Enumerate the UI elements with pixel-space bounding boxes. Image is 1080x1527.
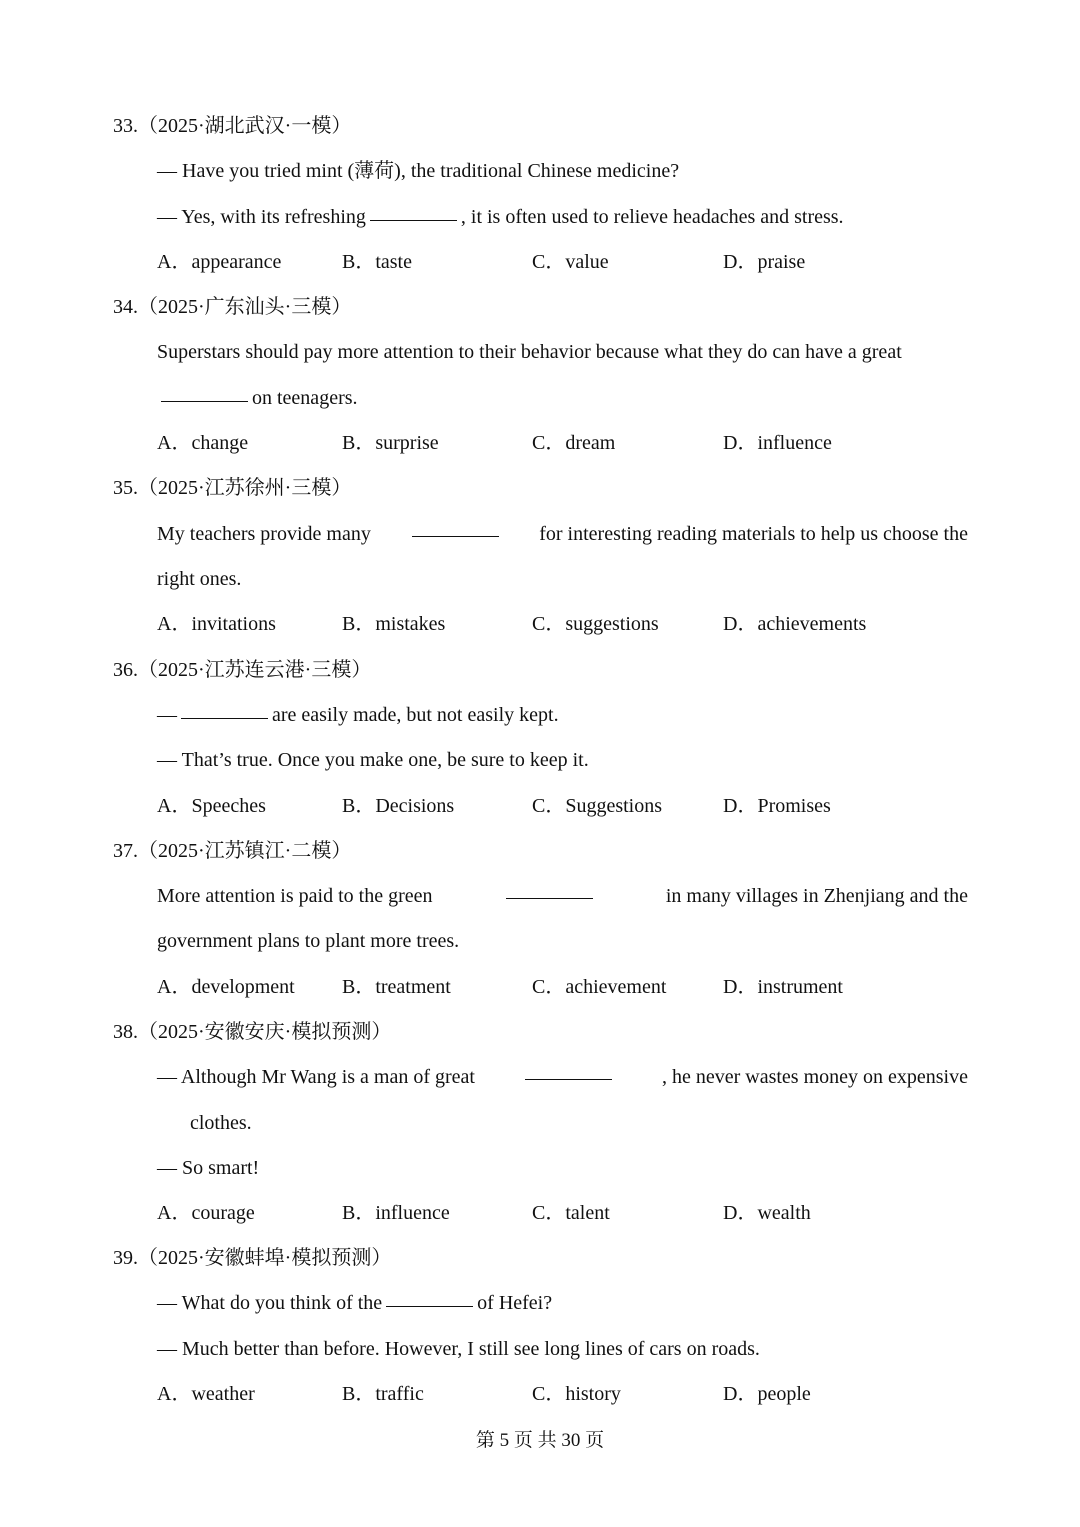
answer-option: B．influence bbox=[342, 1202, 450, 1224]
answer-option: C．achievement bbox=[532, 976, 667, 998]
question-text: — Much better than before. However, I still see long lines of cars on roads. bbox=[157, 1338, 760, 1360]
question-text: , he never wastes money on expensive bbox=[661, 1066, 968, 1088]
question-text: — Yes, with its refreshing bbox=[157, 206, 366, 228]
question-header: 39.（2025·安徽蚌埠·模拟预测） bbox=[113, 1247, 392, 1269]
answer-blank bbox=[506, 884, 593, 899]
question-text: in many villages in Zhenjiang and the bbox=[665, 885, 968, 907]
question-text: — bbox=[157, 704, 177, 726]
question-line bbox=[157, 1067, 968, 1087]
question-line bbox=[157, 705, 968, 725]
question-header: 38.（2025·安徽安庆·模拟预测） bbox=[113, 1021, 392, 1043]
answer-option: A．weather bbox=[157, 1383, 255, 1405]
answer-blank bbox=[161, 387, 248, 402]
answer-option: D．achievements bbox=[723, 613, 867, 635]
answer-option: A．invitations bbox=[157, 613, 276, 635]
answer-option: C．suggestions bbox=[532, 613, 659, 635]
question-text: — What do you think of the bbox=[157, 1292, 383, 1314]
question-text: — Have you tried mint (薄荷), the traditional Chinese medicine? bbox=[157, 160, 680, 182]
question-text: right ones. bbox=[157, 568, 242, 590]
question-line bbox=[157, 342, 968, 362]
question-text: of Hefei? bbox=[477, 1292, 553, 1314]
question-text: — That’s true. Once you make one, be sure to keep it. bbox=[157, 749, 589, 771]
question-text: — Although Mr Wang is a man of great bbox=[157, 1066, 475, 1088]
answer-option: C．Suggestions bbox=[532, 795, 663, 817]
answer-option: D．praise bbox=[723, 251, 806, 273]
answer-option: A．change bbox=[157, 432, 249, 454]
page-footer: 第 5 页 共 30 页 bbox=[475, 1430, 605, 1451]
question-line bbox=[157, 207, 968, 227]
answer-option: D．wealth bbox=[723, 1202, 811, 1224]
question-line bbox=[157, 524, 968, 544]
question-line bbox=[157, 388, 968, 408]
question-text: Superstars should pay more attention to their behavior because what they do can have a great bbox=[157, 341, 902, 363]
answer-blank bbox=[386, 1292, 473, 1307]
question-line bbox=[157, 161, 968, 181]
question-text: More attention is paid to the green bbox=[157, 885, 433, 907]
question-line bbox=[157, 750, 968, 770]
question-text: , it is often used to relieve headaches and stress. bbox=[460, 206, 844, 228]
question-header: 33.（2025·湖北武汉·一模） bbox=[113, 115, 352, 137]
question-text: government plans to plant more trees. bbox=[157, 930, 460, 952]
answer-blank bbox=[525, 1065, 612, 1080]
question-text: — So smart! bbox=[157, 1157, 260, 1179]
answer-option: B．mistakes bbox=[342, 613, 446, 635]
answer-option: D．influence bbox=[723, 432, 832, 454]
question-line bbox=[157, 1293, 968, 1313]
question-line bbox=[157, 931, 968, 951]
answer-option: C．dream bbox=[532, 432, 616, 454]
question-header: 35.（2025·江苏徐州·三模） bbox=[113, 477, 352, 499]
answer-option: C．history bbox=[532, 1383, 621, 1405]
question-text: for interesting reading materials to help us choose the bbox=[539, 523, 968, 545]
answer-option: A．appearance bbox=[157, 251, 282, 273]
answer-option: B．traffic bbox=[342, 1383, 424, 1405]
question-line bbox=[190, 1113, 968, 1133]
answer-option: C．value bbox=[532, 251, 609, 273]
answer-option: A．development bbox=[157, 976, 295, 998]
question-line bbox=[157, 1339, 968, 1359]
question-line bbox=[157, 1158, 968, 1178]
answer-blank bbox=[181, 704, 268, 719]
answer-blank bbox=[412, 522, 499, 537]
question-text: My teachers provide many bbox=[157, 523, 371, 545]
answer-option: B．Decisions bbox=[342, 795, 455, 817]
question-header: 34.（2025·广东汕头·三模） bbox=[113, 296, 352, 318]
answer-option: C．talent bbox=[532, 1202, 610, 1224]
question-line bbox=[157, 886, 968, 906]
question-text: on teenagers. bbox=[252, 387, 358, 409]
answer-option: A．courage bbox=[157, 1202, 255, 1224]
answer-blank bbox=[370, 206, 457, 221]
question-text: clothes. bbox=[190, 1112, 252, 1134]
answer-option: D．people bbox=[723, 1383, 811, 1405]
question-text: are easily made, but not easily kept. bbox=[272, 704, 559, 726]
question-header: 37.（2025·江苏镇江·二模） bbox=[113, 840, 352, 862]
question-header: 36.（2025·江苏连云港·三模） bbox=[113, 659, 372, 681]
answer-option: B．surprise bbox=[342, 432, 439, 454]
answer-option: A．Speeches bbox=[157, 795, 266, 817]
answer-option: D．Promises bbox=[723, 795, 831, 817]
answer-option: B．taste bbox=[342, 251, 412, 273]
question-line bbox=[157, 569, 968, 589]
answer-option: D．instrument bbox=[723, 976, 843, 998]
answer-option: B．treatment bbox=[342, 976, 451, 998]
